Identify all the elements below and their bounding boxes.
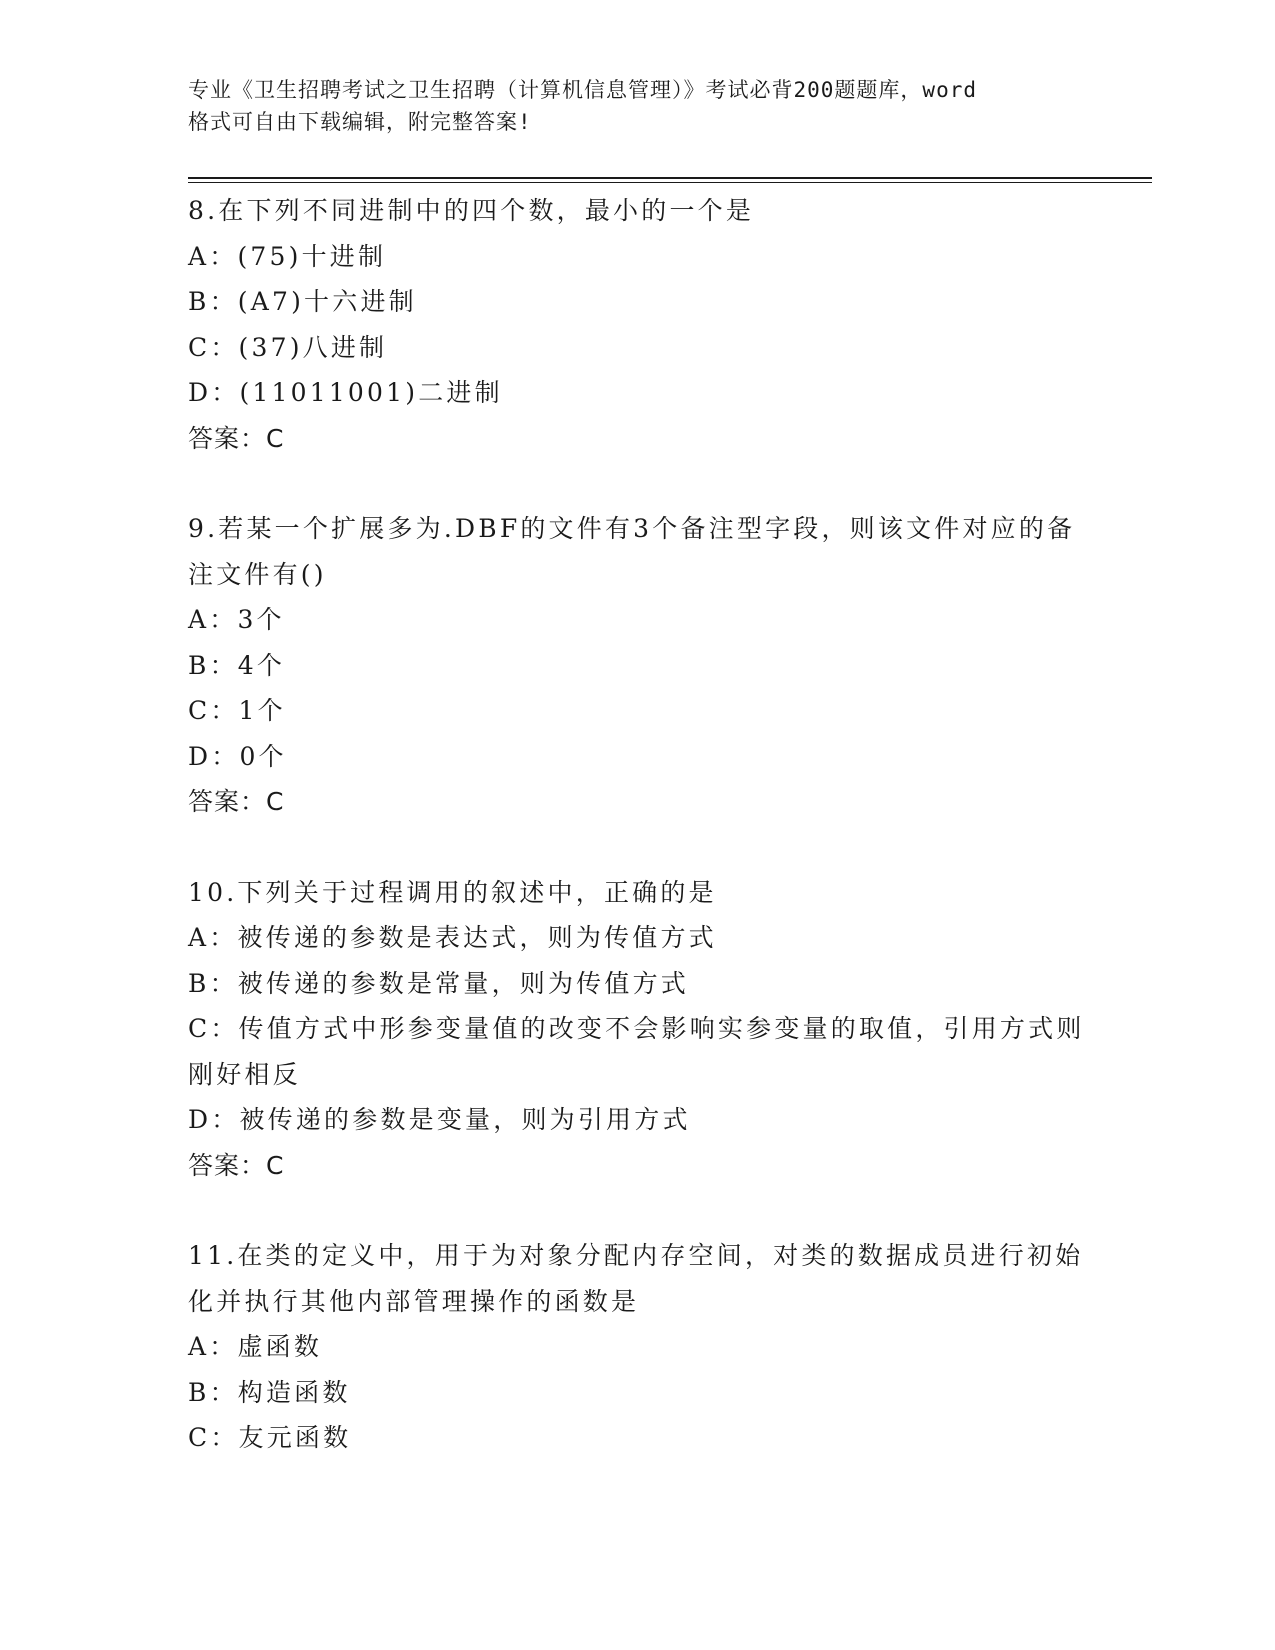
option-b: B：(A7)十六进制 <box>188 287 417 316</box>
option-b: B：被传递的参数是常量，则为传值方式 <box>188 968 689 998</box>
question-list <box>188 188 1088 1506</box>
header-line-1: 专业《卫生招聘考试之卫生招聘（计算机信息管理）》考试必背200题题库，word <box>188 78 977 102</box>
question-stem: 9.若某一个扩展多为.DBF的文件有3个备注型字段，则该文件对应的备注文件有() <box>188 514 1076 589</box>
question-9 <box>188 506 1088 825</box>
answer-line: 答案：C <box>188 787 285 816</box>
option-b: B：构造函数 <box>188 1377 351 1407</box>
option-a: A：(75)十进制 <box>188 241 387 271</box>
document-header <box>188 74 1088 138</box>
option-a: A：被传递的参数是表达式，则为传值方式 <box>188 923 717 952</box>
option-c: C：传值方式中形参变量值的改变不会影响实参变量的取值，引用方式则刚好相反 <box>188 1014 1085 1089</box>
header-divider-thin <box>188 182 1152 183</box>
header-divider-thick <box>188 177 1152 179</box>
question-stem: 11.在类的定义中，用于为对象分配内存空间，对类的数据成员进行初始化并执行其他内部管理操作的函数是 <box>188 1241 1084 1316</box>
question-11 <box>188 1233 1088 1461</box>
option-c: C：友元函数 <box>188 1423 352 1452</box>
answer-line: 答案：C <box>188 1150 285 1180</box>
question-10 <box>188 870 1088 1189</box>
option-c: C：(37)八进制 <box>188 332 388 362</box>
option-a: A：虚函数 <box>188 1332 323 1361</box>
question-stem: 10.下列关于过程调用的叙述中，正确的是 <box>188 877 717 907</box>
option-d: D：被传递的参数是变量，则为引用方式 <box>188 1105 691 1134</box>
question-8 <box>188 188 1088 461</box>
option-c: C：1个 <box>188 696 286 725</box>
option-a: A：3个 <box>188 605 285 634</box>
header-line-2: 格式可自由下载编辑，附完整答案! <box>188 110 532 134</box>
answer-line: 答案：C <box>188 423 285 453</box>
option-b: B：4个 <box>188 650 286 680</box>
option-d: D：(11011001)二进制 <box>188 378 503 407</box>
question-stem: 8.在下列不同进制中的四个数，最小的一个是 <box>188 196 755 225</box>
option-d: D：0个 <box>188 741 287 771</box>
